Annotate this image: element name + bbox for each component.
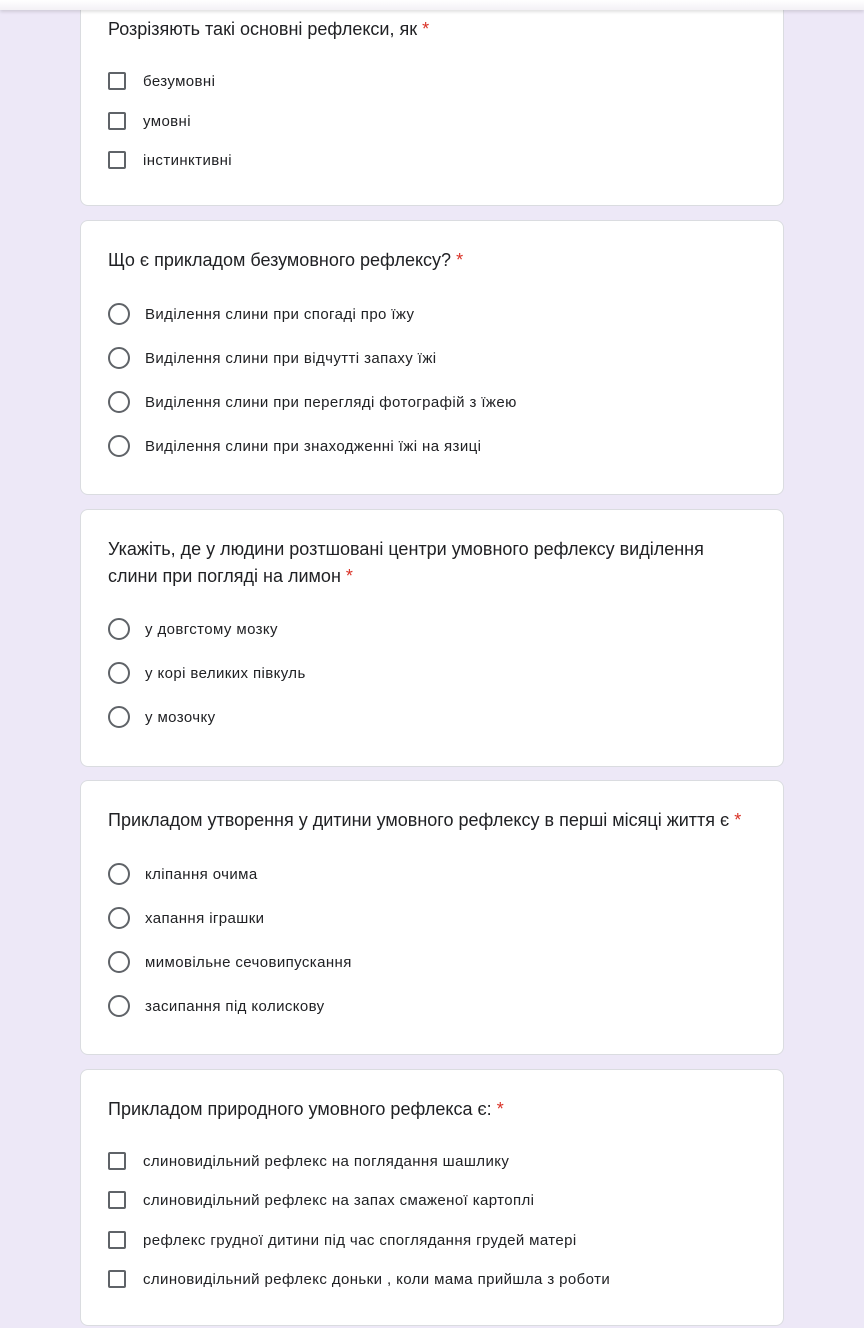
- required-asterisk: *: [734, 810, 742, 830]
- required-asterisk: *: [496, 1099, 504, 1119]
- option-item[interactable]: [108, 346, 748, 370]
- radio-button[interactable]: [108, 863, 130, 885]
- question-card-4: [80, 780, 784, 1055]
- option-item[interactable]: [108, 434, 748, 458]
- radio-button[interactable]: [108, 907, 130, 929]
- option-label: кліпання очима: [145, 865, 258, 883]
- question-card-3: [80, 509, 784, 767]
- question-title: Прикладом утворення у дитини умовного рефлексу в перші місяці життя є *: [108, 810, 742, 830]
- option-label: слиновидільний рефлекс на запах смаженої картоплі: [143, 1191, 535, 1209]
- top-app-bar-edge: [0, 0, 864, 10]
- option-label: засипання під колискову: [145, 997, 325, 1015]
- option-label: Виділення слини при відчутті запаху їжі: [145, 349, 437, 367]
- checkbox[interactable]: [108, 1270, 126, 1288]
- option-item[interactable]: [108, 390, 748, 414]
- option-item[interactable]: [108, 950, 748, 974]
- option-label: мимовільне сечовипускання: [145, 953, 352, 971]
- question-title: Прикладом природного умовного рефлекса є: *: [108, 1099, 504, 1119]
- option-item[interactable]: [108, 302, 748, 326]
- required-asterisk: *: [422, 19, 430, 39]
- option-label: хапання іграшки: [145, 909, 265, 927]
- question-title: Укажіть, де у людини розтшовані центри умовного рефлексу виділення слини при погляді на лимон *: [108, 539, 704, 586]
- option-item[interactable]: [108, 109, 748, 133]
- option-item[interactable]: [108, 994, 748, 1018]
- option-item[interactable]: [108, 906, 748, 930]
- radio-button[interactable]: [108, 706, 130, 728]
- option-item[interactable]: [108, 1188, 748, 1212]
- option-item[interactable]: [108, 1267, 748, 1291]
- radio-button[interactable]: [108, 347, 130, 369]
- question-card-5: [80, 1069, 784, 1326]
- option-label: безумовні: [143, 72, 216, 90]
- option-label: слиновидільний рефлекс доньки , коли мама прийшла з роботи: [143, 1270, 611, 1288]
- option-item[interactable]: [108, 69, 748, 93]
- question-title: Розрізяють такі основні рефлекси, як *: [108, 19, 430, 39]
- option-item[interactable]: [108, 617, 748, 641]
- option-label: рефлекс грудної дитини під час споглядання грудей матері: [143, 1231, 577, 1249]
- radio-button[interactable]: [108, 435, 130, 457]
- radio-button[interactable]: [108, 618, 130, 640]
- option-label: Виділення слини при знаходженні їжі на язиці: [145, 437, 482, 455]
- option-label: інстинктивні: [143, 151, 233, 169]
- radio-button[interactable]: [108, 995, 130, 1017]
- option-label: Виділення слини при перегляді фотографій з їжею: [145, 393, 517, 411]
- option-item[interactable]: [108, 661, 748, 685]
- checkbox[interactable]: [108, 1231, 126, 1249]
- question-card-1: [80, 0, 784, 206]
- option-label: слиновидільний рефлекс на поглядання шашлику: [143, 1152, 510, 1170]
- checkbox[interactable]: [108, 72, 126, 90]
- checkbox[interactable]: [108, 151, 126, 169]
- option-label: у мозочку: [145, 708, 216, 726]
- option-item[interactable]: [108, 1228, 748, 1252]
- option-item[interactable]: [108, 148, 748, 172]
- option-item[interactable]: [108, 862, 748, 886]
- option-label: у корі великих півкуль: [145, 664, 306, 682]
- required-asterisk: *: [456, 250, 464, 270]
- radio-button[interactable]: [108, 662, 130, 684]
- question-title: Що є прикладом безумовного рефлексу? *: [108, 250, 464, 270]
- checkbox[interactable]: [108, 1152, 126, 1170]
- question-card-2: [80, 220, 784, 495]
- radio-button[interactable]: [108, 303, 130, 325]
- checkbox[interactable]: [108, 1191, 126, 1209]
- radio-button[interactable]: [108, 951, 130, 973]
- option-item[interactable]: [108, 705, 748, 729]
- checkbox[interactable]: [108, 112, 126, 130]
- option-label: у довгстому мозку: [145, 620, 278, 638]
- radio-button[interactable]: [108, 391, 130, 413]
- required-asterisk: *: [345, 566, 353, 586]
- option-label: умовні: [143, 112, 191, 130]
- option-label: Виділення слини при спогаді про їжу: [145, 305, 415, 323]
- option-item[interactable]: [108, 1149, 748, 1173]
